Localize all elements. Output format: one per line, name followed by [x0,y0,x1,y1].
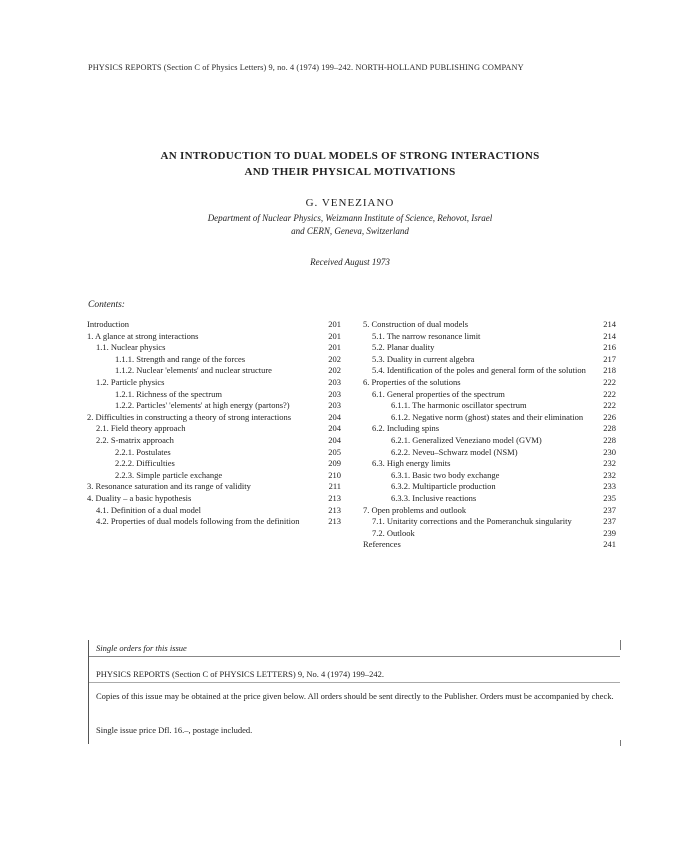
toc-entry [363,435,616,447]
toc-entry-page: 203 [328,400,341,411]
toc-entry [363,447,616,459]
toc-entry-title: 6.2.2. Neveu–Schwarz model (NSM) [391,446,518,457]
toc-entry-title: 6. Properties of the solutions [363,376,461,387]
toc-entry-page: 237 [603,516,616,527]
toc-entry-title: 1.1.2. Nuclear 'elements' and nuclear structure [115,365,272,376]
affiliation-line: Department of Nuclear Physics, Weizmann Institute of Science, Rehovot, Israel [207,213,493,223]
toc-entry-title: 1.1.1. Strength and range of the forces [115,353,246,364]
toc-entry-page: 230 [603,446,616,457]
toc-entry [363,516,616,528]
toc-entry-page: 201 [328,342,341,353]
toc-entry-page: 205 [328,446,341,457]
toc-entry [363,423,616,435]
toc-left-column [87,319,341,528]
toc-entry [363,389,616,401]
toc-entry-title: 1.2.1. Richness of the spectrum [115,388,222,399]
toc-entry-page: 204 [328,434,341,445]
toc-entry-page: 218 [603,365,616,376]
toc-entry-page: 204 [328,411,341,422]
toc-entry [363,481,616,493]
toc-entry-title: 5.4. Identification of the poles and general form of the solution [372,365,586,376]
toc-entry [87,516,341,528]
toc-entry-page: 239 [603,527,616,538]
toc-entry [363,458,616,470]
toc-entry-page: 232 [603,469,616,480]
paper-title [0,148,700,180]
toc-entry [87,377,341,389]
toc-entry-page: 241 [603,539,616,550]
toc-entry [363,331,616,343]
toc-entry-page: 213 [328,516,341,527]
toc-entry [363,505,616,517]
toc-entry-page: 233 [603,481,616,492]
toc-entry-title: 2. Difficulties in constructing a theory of strong interactions [87,411,292,422]
toc-entry-page: 204 [328,423,341,434]
toc-entry [363,539,616,551]
toc-entry [87,458,341,470]
toc-entry-page: 203 [328,388,341,399]
toc-entry [363,377,616,389]
toc-entry [363,412,616,424]
affiliation [0,212,700,238]
toc-entry-title: 1.2. Particle physics [96,376,165,387]
divider [89,656,620,657]
toc-entry [87,493,341,505]
toc-entry [87,505,341,517]
toc-entry-page: 226 [603,411,616,422]
toc-entry [363,528,616,540]
toc-entry-page: 237 [603,504,616,515]
toc-entry-page: 201 [328,319,341,329]
toc-entry-title: 1.2.2. Particles' 'elements' at high energy (partons?) [115,400,290,411]
toc-entry [87,412,341,424]
toc-entry-page: 235 [603,492,616,503]
toc-entry-title: 5.2. Planar duality [372,342,435,353]
toc-entry-title: References [363,539,401,550]
toc-entry-title: 2.2. S-matrix approach [96,434,174,445]
toc-entry-page: 228 [603,423,616,434]
toc-entry-title: 2.1. Field theory approach [96,423,186,434]
toc-entry-title: 1. A glance at strong interactions [87,330,199,341]
toc-entry-title: 6.3.2. Multiparticle production [391,481,496,492]
affiliation-line: and CERN, Geneva, Switzerland [291,226,409,236]
received-date: Received August 1973 [310,257,390,267]
running-head: PHYSICS REPORTS (Section C of Physics Letters) 9, no. 4 (1974) 199–242. NORTH-HOLLAND PUBLISHING COMPANY [88,63,524,72]
toc-entry-page: 222 [603,376,616,387]
toc-entry-page: 214 [603,319,616,329]
toc-entry [87,470,341,482]
order-box-edge [620,740,621,746]
toc-entry-title: 4. Duality – a basic hypothesis [87,492,192,503]
toc-entry-page: 222 [603,388,616,399]
contents-heading: Contents: [88,300,125,310]
toc-entry-page: 209 [328,458,341,469]
toc-entry-title: 2.2.1. Postulates [115,446,171,457]
title-line: AND THEIR PHYSICAL MOTIVATIONS [244,166,456,178]
order-price-text: Single issue price Dfl. 16.–, postage included. [96,725,253,735]
toc-entry [87,342,341,354]
divider [89,682,620,683]
toc-entry [363,342,616,354]
toc-entry-title: 6.3. High energy limits [372,458,451,469]
toc-entry [87,435,341,447]
toc-entry-title: Introduction [87,319,130,329]
toc-entry-title: 6.1.2. Negative norm (ghost) states and their elimination [391,411,584,422]
toc-entry-title: 6.3.3. Inclusive reactions [391,492,477,503]
toc-entry-title: 3. Resonance saturation and its range of validity [87,481,251,492]
toc-entry-page: 201 [328,330,341,341]
toc-entry [363,354,616,366]
toc-entry-title: 6.2. Including spins [372,423,440,434]
toc-entry [87,354,341,366]
author: G. VENEZIANO [305,197,395,209]
toc-entry-page: 214 [603,330,616,341]
toc-entry-title: 2.2.3. Simple particle exchange [115,469,223,480]
order-box-edge [620,640,621,650]
toc-entry [87,423,341,435]
order-heading: Single orders for this issue [96,643,187,653]
toc-entry-page: 213 [328,504,341,515]
toc-entry [363,365,616,377]
toc-entry-title: 6.2.1. Generalized Veneziano model (GVM) [391,434,542,445]
toc-entry-title: 1.1. Nuclear physics [96,342,166,353]
toc-entry [363,493,616,505]
toc-entry-title: 6.1.1. The harmonic oscillator spectrum [391,400,527,411]
toc-entry-title: 5.1. The narrow resonance limit [372,330,481,341]
toc-entry-page: 217 [603,353,616,364]
toc-entry-page: 216 [603,342,616,353]
toc-entry [87,365,341,377]
toc-entry-page: 202 [328,353,341,364]
toc-entry-title: 5.3. Duality in current algebra [372,353,475,364]
toc-entry-page: 210 [328,469,341,480]
toc-entry-title: 7.2. Outlook [372,527,415,538]
toc-entry-title: 7.1. Unitarity corrections and the Pomeranchuk singularity [372,516,572,527]
toc-entry-title: 4.2. Properties of dual models following from the definition [96,516,300,527]
toc-entry [87,331,341,343]
toc-entry [87,400,341,412]
toc-entry-title: 6.1. General properties of the spectrum [372,388,505,399]
toc-entry-page: 222 [603,400,616,411]
toc-entry [87,389,341,401]
toc-entry-page: 228 [603,434,616,445]
toc-entry-page: 232 [603,458,616,469]
toc-entry [363,400,616,412]
toc-entry-page: 211 [328,481,341,492]
toc-entry [87,319,341,331]
toc-right-column [363,319,616,551]
toc-entry-title: 6.3.1. Basic two body exchange [391,469,500,480]
toc-entry [363,470,616,482]
toc-entry-title: 4.1. Definition of a dual model [96,504,202,515]
toc-entry-page: 203 [328,376,341,387]
toc-entry [87,481,341,493]
title-line: AN INTRODUCTION TO DUAL MODELS OF STRONG INTERACTIONS [160,150,540,162]
toc-entry-title: 2.2.2. Difficulties [115,458,175,469]
toc-entry [87,447,341,459]
order-copies-text: Copies of this issue may be obtained at the price given below. All orders should be sent directly to the Publisher. Orders must be accompanied by check. [96,691,614,701]
toc-entry-page: 213 [328,492,341,503]
order-journal-citation: PHYSICS REPORTS (Section C of PHYSICS LETTERS) 9, No. 4 (1974) 199–242. [96,669,385,679]
toc-entry-title: 5. Construction of dual models [363,319,469,329]
toc-entry [363,319,616,331]
toc-entry-page: 202 [328,365,341,376]
toc-entry-title: 7. Open problems and outlook [363,504,467,515]
